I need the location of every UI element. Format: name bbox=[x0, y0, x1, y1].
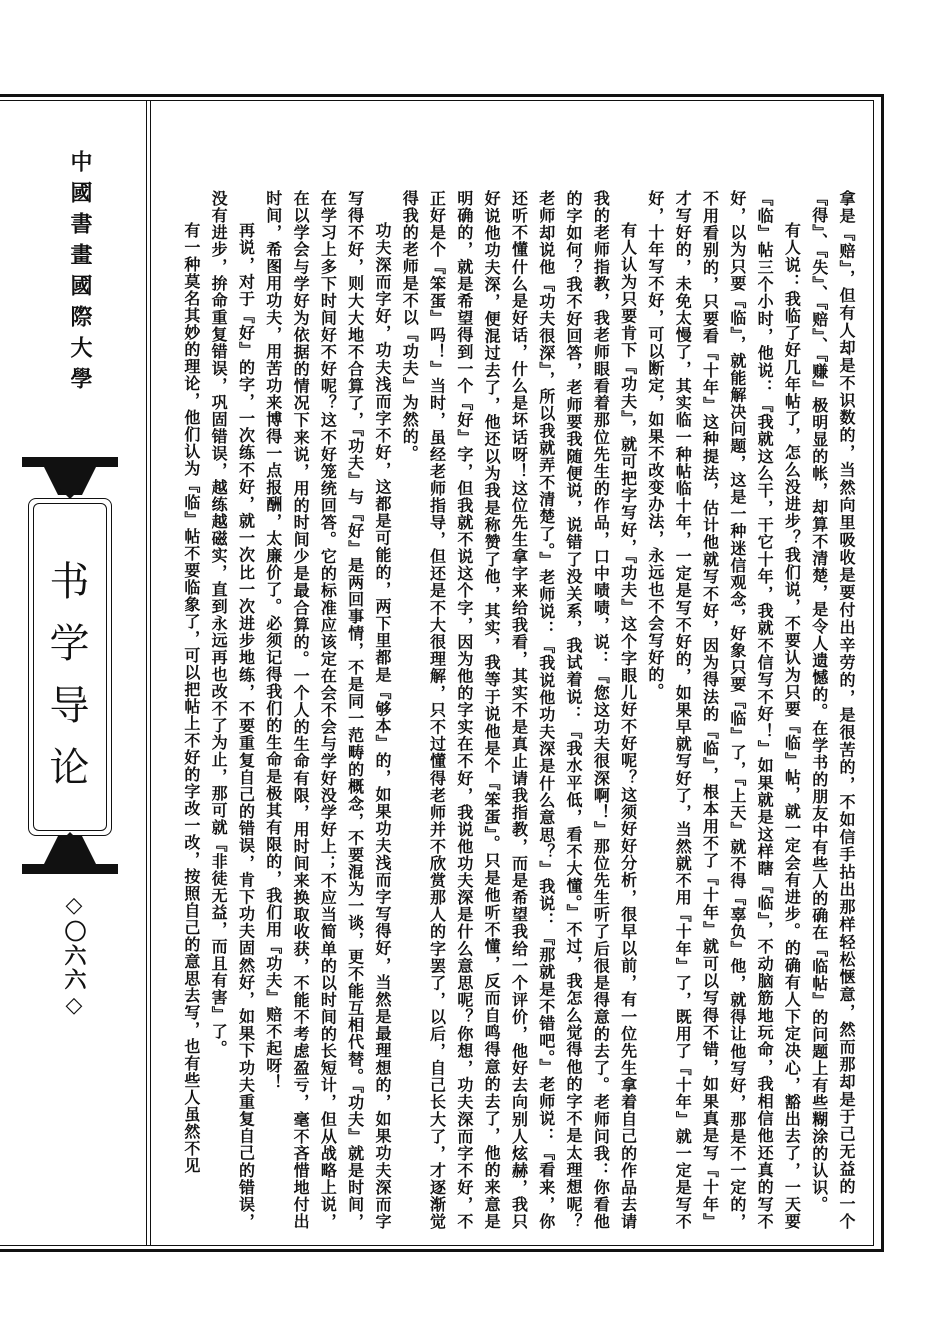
paragraph: 有人说：我临了好几年帖了，怎么没进步？我们说，不要认为只要『临』帖，就一定会有进步。的确有人下定决心，豁出去了，一天要『临』帖三个小时，他说：『我就这么干，干它十年，我就不信写不好！』如果就是这样瞎『临』，不动脑筋地玩命，我相信他还真的写不好，以为只要『临』，就能解决问题，这是一种迷信观念，好象只要『临』了，『上天』就不得『辜负』他，就得让他写好，那是不一定的，不用看别的，只要看『十年』这种提法，估计他就写不好，因为得法的『临』，根本用不了『十年』就可以写得不错，如果真是写『十年』才写好的，未免太慢了，其实临一种帖临十年，一定是写不好的，如果早就写好了，当然就不用『十年』了，既用了『十年』就一定是写不好，十年写不好，可以断定，如果不改变办法，永远也不会写好的。 bbox=[645, 190, 802, 1230]
paragraph: 拿是『赔』，但有人却是不识数的，当然向里吸收是要付出辛劳的，是很苦的，不如信手拈出那样轻松惬意，然而那却是于己无益的一个『得』、『失』、『赔』、『赚』极明显的帐，却算不清楚，是令人遗憾的。在学书的朋友中有些人的确在『临帖』的问题上有些糊涂的认识。 bbox=[809, 190, 856, 1230]
paragraph: 有一种莫名其妙的理论，他们认为『临』帖不要临象了，可以把帖上不好的字改一改，按照自己的意思去写，也有些人虽然不见 bbox=[181, 222, 201, 1174]
paragraph: 再说，对于『好』的字，一次练不好，就一次比一次进步地练，不要重复自己的错误，肯下功夫固然好，如果下功夫重复自己的错误，没有进步，拚命重复错误，巩固错误，越练越磁实，直到永远再也改不了为止，那可就『非徒无益，而且有害』了。 bbox=[209, 190, 256, 1230]
page-number: ◇〇六六◇ bbox=[61, 892, 87, 1020]
publisher-name: 中國書畫國際大學 bbox=[67, 150, 93, 398]
margin-divider bbox=[150, 100, 151, 1246]
paragraph: 功夫深而字好，功夫浅而字不好，这都是可能的，两下里都是『够本』的，如果功夫浅而字写得好，当然是最理想的，如果功夫深而字写得不好，则大大地不合算了，『功夫』与『好』是两回事情，不是同一范畴的概念，不要混为一谈，更不能互相代替。『功夫』就是时间，在学习上多下时间好不好呢？这不好笼统回答。它的标准应该定在会不会与学好没学好上；不应当简单的以时间的长短计，但从战略上说，在以学会与学好为依据的情况下来说，用的时间少是最合算的。一个人的生命有限，用时间来换取收获，不能不考虑盈亏，毫不吝惜地付出时间，希图用功夫，用苦功来博得一点报酬，太廉价了。必须记得我们的生命是极其有限的，我们用『功夫』赔不起呀！ bbox=[263, 190, 392, 1230]
ornament-bottom-icon bbox=[16, 830, 124, 876]
margin-divider-inner bbox=[146, 100, 147, 1246]
book-title: 书学导论 bbox=[43, 560, 89, 808]
paragraph: 有人认为只要肯下『功夫』，就可把字写好，『功夫』这个字眼儿好不好呢？这须好好分析，很早以前，有一位先生拿着自己的作品去请我的老师指教，我老师眼看着那位先生的作品，口中啧啧，说：『您这功夫很深啊！』那位先生听了后很是得意的去了。老师问我：你看他的字如何？我不好回答，老师要我随便说，说错了没关系，我试着说：『我水平低，看不大懂。』不过，我怎么觉得他的字不是太理想呢？老师却说他『功夫很深』，所以我就弄不清楚了。』老师说：『我说他功夫深是什么意思？』我说：『那就是不错吧。』老师说：『看来，你还听不懂什么是好话，什么是坏话呀！这位先生拿字来给我看，其实不是真止请我指教，而是希望我给一个评价，他好去向别人炫赫，我只好说他功夫深，便混过去了，他还以为我是称赞了他，其实，我等于说他是个『笨蛋』。只是他听不懂，反而自鸣得意的去了，他的来意是明确的，就是希望得到一个『好』字，但我就不说这个字，因为他的字实在不好，我说他功夫深是什么意思呢？你想，功夫深而字不好，不正好是个『笨蛋』吗！』当时，虽经老师指导，但还是不大很理解，只不过懂得老师并不欣赏那人的字罢了，以后，自己长大了，才逐渐觉得我的老师是不以『功夫』为然的。 bbox=[400, 190, 638, 1230]
body-text bbox=[160, 190, 860, 1230]
ornament-top-icon bbox=[16, 455, 124, 501]
